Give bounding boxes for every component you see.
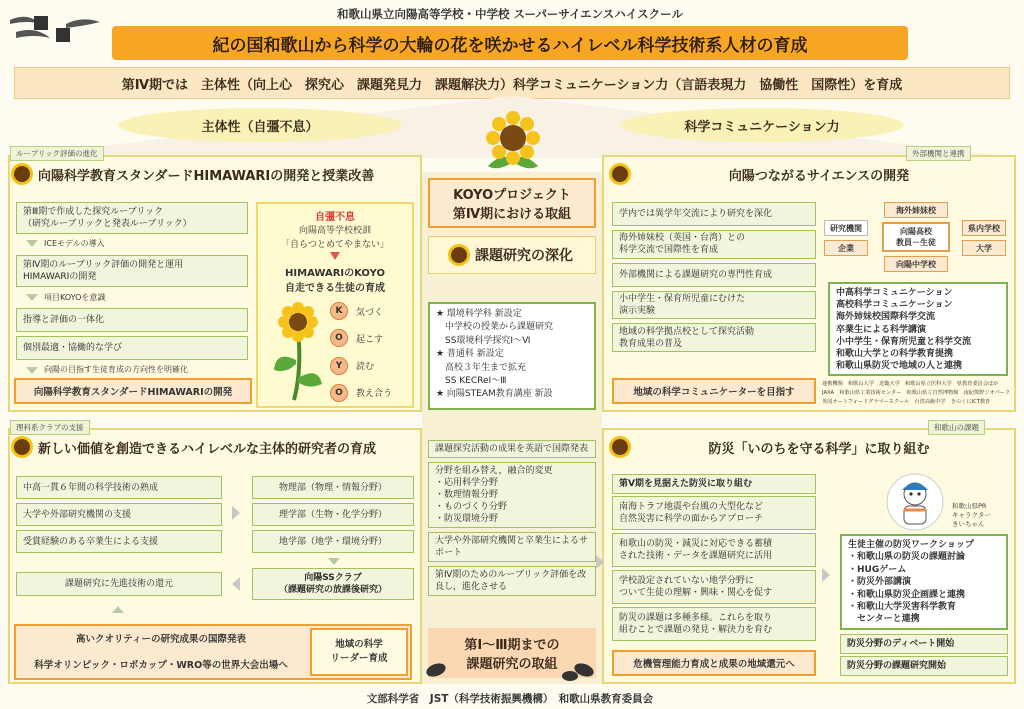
deepen-title: 課題研究の深化	[475, 248, 573, 264]
sunflower-small-icon	[14, 166, 30, 182]
tr-item: 海外姉妹校（英国・台湾）との 科学交流で国際性を育成	[612, 230, 816, 259]
koyo-letter: O	[330, 329, 348, 347]
arrow-down	[26, 240, 38, 247]
br-top: 第Ⅴ期を見据えた防災に取り組む	[612, 474, 816, 494]
tag-wakayama: 和歌山の課題	[928, 420, 985, 435]
tr-list-item: 高校科学コミュニケーション	[836, 300, 953, 311]
koyo-letter: Y	[330, 357, 348, 375]
koyo-row	[330, 329, 414, 347]
br-item: 学校設定されていない地学分野に ついて生徒の理解・興味・関心を促す	[612, 570, 816, 604]
tr-list-item: 和歌山県防災で地域の人と連携	[836, 361, 963, 372]
bl-heading: 新しい価値を創造できるハイレベルな主体的研究者の育成	[14, 436, 376, 458]
koyo-text: 気づく	[356, 307, 384, 318]
net-right-2: 大学	[962, 240, 1006, 256]
tr-items	[612, 202, 816, 352]
motto-line-4: 自走できる生徒の育成	[285, 283, 385, 294]
tr-list-item: 卒業生による科学講演	[836, 324, 927, 335]
net-top: 海外姉妹校	[884, 202, 948, 218]
bl-clubs	[252, 476, 414, 554]
bl-club-item: 理学部（生物・化学分野）	[252, 503, 414, 526]
main-title: 紀の国和歌山から科学の大輪の花を咲かせるハイレベル科学技術系人材の育成	[112, 26, 908, 60]
sunflower-small-icon	[14, 439, 30, 455]
br-list-item: センターと連携	[848, 614, 920, 625]
center-list-1	[428, 302, 596, 410]
koyo-letter: O	[330, 384, 348, 402]
center-list-item: ★ 向陽STEAM教育講座 新設	[436, 389, 553, 400]
center-list2-item: 大学や外部研究機関と卒業生によるサポート	[428, 532, 596, 562]
arrow-down-red	[330, 252, 340, 260]
tr-list-item: 和歌山大学との科学教育提携	[836, 349, 954, 360]
tr-list-item: 中高科学コミュニケーション	[836, 288, 953, 298]
br-list-item: ・和歌山大学災害科学教育	[848, 602, 957, 613]
mascot-label: 和歌山県PR キャラクター きいちゃん	[952, 502, 991, 528]
motto-line-3: HIMAWARIのKOYO	[285, 268, 385, 279]
deepen-box	[428, 236, 596, 274]
koyo-row	[330, 302, 414, 320]
koyo-text: 教え合う	[356, 389, 393, 400]
tr-item: 外部機関による課題研究の専門性育成	[612, 263, 816, 287]
net-left-1: 研究機関	[824, 220, 868, 236]
koyo-row	[330, 384, 414, 402]
tl-heading: 向陽科学教育スタンダードHIMAWARIの開発と授業改善	[14, 163, 374, 185]
tag-club: 理科系クラブの支援	[10, 420, 90, 435]
arrow-left	[232, 577, 240, 591]
tr-list	[828, 282, 1008, 376]
network-diagram	[822, 198, 1008, 274]
sunflower-icon	[478, 110, 548, 176]
bottom-title-1: 第Ⅰ～Ⅲ期までの	[464, 638, 560, 653]
koyo-letter: K	[330, 302, 348, 320]
bottom-title-2: 課題研究の取組	[466, 657, 558, 672]
partners-text: 連携機関 和歌山大学 近畿大学 和歌山県立医科大学 県教育委員会ほか JAXA 和歌山県工業技術センター 和歌山県立自然博物館 南紀熊野ジオパーク 英国オートフォードグラマースクール 台湾高級中学 きのくにICT教育	[822, 381, 1011, 405]
br-list-item: ・防災外部講演	[848, 577, 912, 588]
br-result: 危機管理能力育成と成果の地域還元へ	[612, 650, 816, 676]
br-item: 和歌山の防災・減災に対応できる蓄積 された技術・データを課題研究に活用	[612, 533, 816, 567]
tl-result: 向陽科学教育スタンダードHIMAWARIの開発	[14, 378, 252, 404]
bl-result-1: 高いクオリティーの研究成果の国際発表	[75, 634, 247, 645]
school-crest-icon	[6, 10, 104, 50]
tr-item: 地域の科学拠点校として探究活動 教育成果の普及	[612, 323, 816, 352]
br-list-item: ・和歌山県防災企画課と連携	[848, 589, 966, 600]
koyo-text: 読む	[356, 362, 375, 373]
bl-mid: 課題研究に先進技術の還元	[16, 572, 222, 596]
center-list-item: 中学校の授業から課題研究	[436, 322, 554, 333]
koyo-text: 起こす	[356, 334, 384, 345]
seeds-icon	[424, 656, 600, 682]
tag-rubric: ルーブリック評価の進化	[10, 146, 104, 161]
center-list2-item: 課題探究活動の成果を英語で国際発表	[428, 440, 596, 458]
motto-title: 自彊不息	[315, 212, 355, 223]
koyo-list	[330, 302, 414, 402]
oval-left: 主体性（自彊不息）	[118, 108, 402, 142]
bl-result-2: 科学オリンピック・ロボカップ・WRO等の世界大会出場へ	[34, 660, 288, 671]
center-list-item: ★ 環境科学科 新設定	[436, 309, 522, 319]
center-list-2	[428, 440, 596, 604]
br-list-item: 生徒主催の防災ワークショップ	[848, 540, 974, 550]
center-list-item: SS環境科学探究Ⅰ～Ⅵ	[436, 335, 531, 346]
sunflower-small-icon	[612, 166, 628, 182]
tl-box-4: 個別最適・協働的な学び	[16, 336, 248, 360]
net-bottom: 向陽中学校	[884, 256, 948, 272]
br-items	[612, 496, 816, 642]
bl-left-item: 大学や外部研究機関の支援	[16, 503, 222, 526]
arrow-up	[112, 606, 124, 613]
tl-box-3: 指導と評価の一体化	[16, 308, 248, 332]
tr-item: 小中学生・保育所児童にむけた 演示実験	[612, 291, 816, 320]
subtitle-banner: 第Ⅳ期では 主体性（向上心 探究心 課題発見力 課題解決力）科学コミュニケーション力（言語表現力 協働性 国際性）を育成	[14, 67, 1010, 99]
arrow-right	[822, 568, 830, 582]
tr-item: 学内では異学年交流により研究を深化	[612, 202, 816, 226]
bl-left-item: 中高一貫６年間の科学技術の熟成	[16, 476, 222, 499]
center-list-item: 高校３年生まで拡充	[436, 362, 527, 373]
oval-right: 科学コミュニケーション力	[620, 108, 904, 142]
tl-note-2: 項目KOYOを意識	[44, 293, 106, 302]
project-box	[428, 178, 596, 228]
center-list-item: ★ 普通科 新設定	[436, 349, 504, 360]
tl-box-2: 第Ⅳ期のルーブリック評価の開発と運用 HIMAWARIの開発	[16, 255, 248, 287]
tr-list-item: 小中学生・保育所児童と科学交流	[836, 336, 972, 347]
arrow-right	[232, 506, 240, 520]
bl-club-item: 物理部（物理・情報分野）	[252, 476, 414, 499]
arrow-down	[26, 367, 38, 374]
net-left-2: 企業	[824, 240, 868, 256]
br-heading: 防災「いのちを守る科学」に取り組む	[612, 436, 1002, 458]
tr-result: 地域の科学コミュニケーターを目指す	[612, 378, 816, 404]
sunflower-small-icon	[612, 439, 628, 455]
net-center: 向陽高校 教員－生徒	[882, 222, 950, 252]
school-name: 和歌山県立向陽高等学校・中学校 スーパーサイエンスハイスクール	[337, 7, 683, 21]
tl-note-3: 向陽の目指す生徒育成の方向性を明確化	[44, 365, 188, 374]
tag-external: 外部機関と連携	[906, 146, 971, 161]
br-r1: 防災分野のディベート開始	[840, 634, 1008, 654]
center-list-item: SS KECReⅠ～Ⅲ	[436, 376, 507, 387]
project-subtitle: 第Ⅳ期における取組	[452, 207, 572, 222]
motto-line-2: 「自らつとめてやまない」	[281, 240, 389, 250]
bl-left-item: 受賞経験のある卒業生による支援	[16, 530, 222, 553]
br-list	[840, 534, 1008, 630]
bl-ss-club: 向陽SSクラブ （課題研究の放課後研究）	[252, 568, 414, 600]
br-item: 防災の課題は多種多様。これらを取り 組むことで課題の発見・解決力を育む	[612, 607, 816, 641]
tr-heading: 向陽つながるサイエンスの開発	[612, 163, 1002, 185]
center-list2-item: 分野を組み替え，融合的変更 ・応用科学分野 ・数理情報分野 ・ものづくり分野 ・防災環境分野	[428, 462, 596, 528]
bl-club-item: 地学部（地学・環境分野）	[252, 530, 414, 553]
arrow-down	[26, 294, 38, 301]
br-list-item: ・HUGゲーム	[848, 564, 907, 575]
tl-note-1: ICEモデルの導入	[44, 239, 105, 248]
arrow-right-center	[596, 555, 604, 569]
koyo-row	[330, 357, 414, 375]
tr-list-item: 海外姉妹校国際科学交流	[836, 312, 936, 323]
center-list2-item: 第Ⅳ期のためのルーブリック評価を改良し，進化させる	[428, 566, 596, 596]
br-item: 南海トラフ地震や台風の大型化など 自然災害に科学の面からアプローチ	[612, 496, 816, 530]
mascot-icon	[880, 472, 950, 534]
br-r2: 防災分野の課題研究開始	[840, 656, 1008, 676]
bl-left	[16, 476, 222, 554]
project-title: KOYOプロジェクト	[453, 188, 571, 203]
bl-leader: 地域の科学 リーダー育成	[310, 628, 408, 676]
motto-line-1: 向陽高等学校校訓	[298, 226, 371, 236]
tl-box-1: 第Ⅲ期で作成した探究ルーブリック （研究ルーブリックと発表ルーブリック）	[16, 202, 248, 234]
sunflower-small-icon	[451, 247, 467, 263]
arrow-down	[328, 558, 340, 565]
sunflower-plant-icon	[268, 300, 328, 404]
net-right-1: 県内学校	[962, 220, 1006, 236]
footer: 文部科学省 JST（科学技術振興機構） 和歌山県教育委員会	[366, 692, 654, 705]
br-list-item: ・和歌山県の防災の課題討論	[848, 552, 966, 563]
